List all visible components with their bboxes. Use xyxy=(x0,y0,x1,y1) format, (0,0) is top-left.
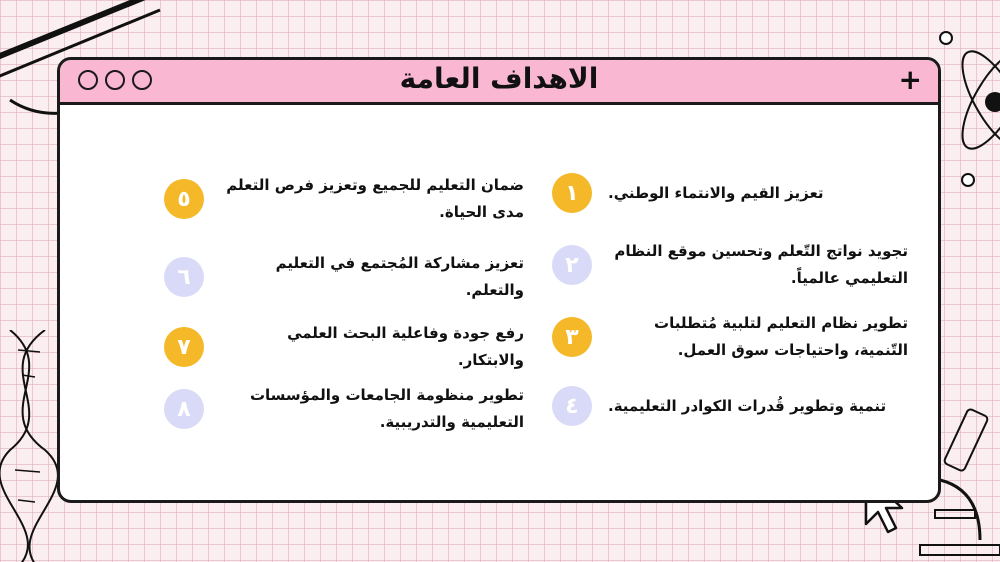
goal-number-badge: ٥ xyxy=(164,179,204,219)
goal-text: تجويد نواتج التّعلم وتحسين موقع النظام التعليمي عالمياً. xyxy=(614,242,908,287)
goal-text: رفع جودة وفاعلية البحث العلمي والابتكار. xyxy=(287,324,524,369)
goal-number-badge: ٤ xyxy=(552,386,592,426)
goal-item-7 xyxy=(164,320,524,374)
goal-number-badge: ٣ xyxy=(552,317,592,357)
main-window xyxy=(57,57,941,503)
goal-number-badge: ٧ xyxy=(164,327,204,367)
goal-number-badge: ٢ xyxy=(552,245,592,285)
goal-text: تنمية وتطوير قُدرات الكوادر التعليمية. xyxy=(608,396,887,415)
plus-icon[interactable]: + xyxy=(898,63,922,96)
goal-text: تطوير نظام التعليم لتلبية مُتطلبات التّنمية، واحتياجات سوق العمل. xyxy=(654,314,908,359)
goal-item-6 xyxy=(164,250,524,304)
goal-text: تعزيز القيم والانتماء الوطني. xyxy=(608,183,824,202)
goal-text: ضمان التعليم للجميع وتعزيز فرص التعلم مدى الحياة. xyxy=(226,176,524,221)
goal-item-8 xyxy=(164,382,524,436)
goal-text: تطوير منظومة الجامعات والمؤسسات التعليمية والتدريبية. xyxy=(249,386,524,431)
goal-item-2 xyxy=(552,238,912,292)
goal-text: تعزيز مشاركة المُجتمع في التعليم والتعلم. xyxy=(275,254,524,299)
page-title: الاهداف العامة xyxy=(399,62,599,95)
goal-number-badge: ١ xyxy=(552,173,592,213)
goal-item-3 xyxy=(552,310,912,364)
goal-item-5 xyxy=(164,172,524,226)
window-titlebar xyxy=(60,60,938,105)
goal-number-badge: ٨ xyxy=(164,389,204,429)
goal-item-1 xyxy=(552,173,912,213)
goal-item-4 xyxy=(552,386,912,426)
goal-number-badge: ٦ xyxy=(164,257,204,297)
